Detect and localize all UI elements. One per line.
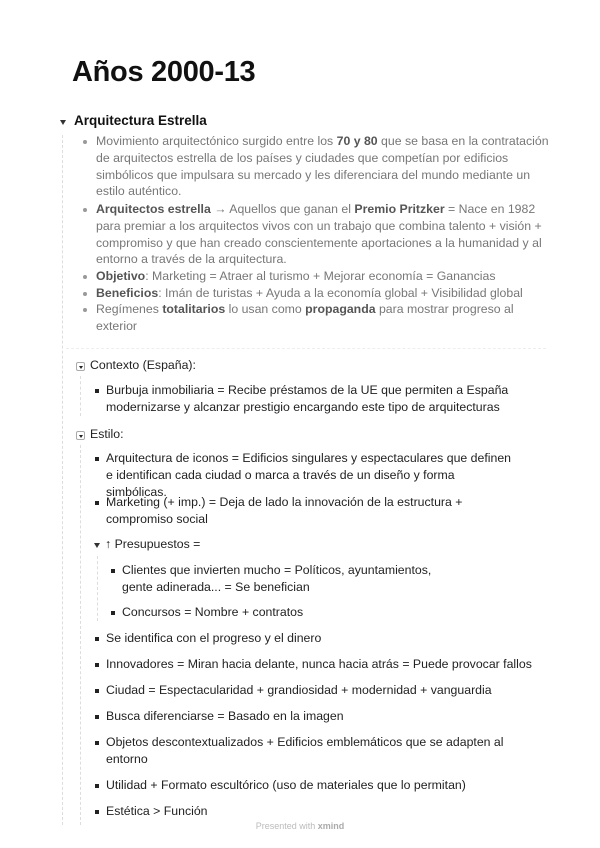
list-item: Objetos descontextualizados + Edificios emblemáticos que se adapten al entorno — [106, 735, 504, 766]
collapse-triangle-icon[interactable] — [60, 120, 66, 125]
guide-line — [97, 556, 98, 621]
bullet-icon — [111, 569, 115, 573]
estilo-label: Estilo: — [90, 427, 124, 441]
collapse-triangle-icon[interactable] — [94, 543, 100, 548]
text: Movimiento arquitectónico surgido entre los — [96, 134, 337, 148]
footer — [0, 821, 600, 831]
collapse-toggle-icon[interactable] — [76, 362, 85, 371]
text: → Aquellos que ganan el — [210, 202, 355, 216]
bullet-icon — [83, 140, 87, 144]
bullet-icon — [95, 689, 99, 693]
text: : Imán de turistas + Ayuda a la economía global + Visibilidad global — [158, 286, 523, 300]
text: = Nace en 1982 para premiar a los arquitectos vivos con un trabajo que combina talento + visión + compromiso y que han creado conscientemente aportaciones a la humanidad y al entorno a través de la arquitectura. — [96, 202, 542, 267]
bullet-icon — [95, 663, 99, 667]
list-item: Concursos = Nombre + contratos — [122, 605, 304, 619]
bullet-icon — [95, 389, 99, 393]
list-item: Burbuja inmobiliaria = Recibe préstamos de la UE que permiten a España modernizarse y alcanzar prestigio encargando este tipo de arquitecturas — [106, 383, 509, 414]
list-item: Ciudad = Espectacularidad + grandiosidad + modernidad + vanguardia — [106, 683, 492, 697]
presupuestos-label: ↑ Presupuestos = — [105, 537, 201, 551]
bold-text: totalitarios — [162, 302, 226, 316]
section-bullet — [96, 268, 551, 285]
bold-text: propaganda — [305, 302, 376, 316]
footer-brand: xmind — [317, 821, 345, 831]
bullet-icon — [83, 208, 87, 212]
list-item: Busca diferenciarse = Basado en la imagen — [106, 709, 344, 723]
list-item: Clientes que invierten mucho = Políticos, ayuntamientos, gente adinerada... = Se benefician — [122, 563, 432, 594]
bullet-icon — [83, 275, 87, 279]
page-title: Años 2000-13 — [72, 56, 256, 88]
list-item: Arquitectura de iconos = Edificios singulares y espectaculares que definen e identifican cada ciudad o marca a través de un diseño y forma simbólicas. — [106, 451, 512, 499]
bold-text: Premio Pritzker — [354, 202, 445, 216]
section-heading: Arquitectura Estrella — [74, 113, 207, 128]
list-item: Innovadores = Miran hacia delante, nunca hacia atrás = Puede provocar fallos — [106, 657, 532, 671]
bullet-icon — [95, 784, 99, 788]
list-item: Se identifica con el progreso y el dinero — [106, 631, 322, 645]
bullet-icon — [95, 501, 99, 505]
collapse-toggle-icon[interactable] — [76, 431, 85, 440]
bold-text: Objetivo — [96, 269, 146, 283]
text: que se basa en la contratación de arquitectos estrella de los países y ciudades que competían por edificios simbólicos que impulsara su mercado y les diferenciara del mundo mediante un estilo auténtico. — [96, 134, 549, 199]
section-bullet — [96, 285, 551, 302]
bullet-icon — [95, 741, 99, 745]
section-bullet — [96, 201, 551, 268]
text: : Marketing = Atraer al turismo + Mejorar economía = Ganancias — [145, 269, 496, 283]
bullet-icon — [83, 308, 87, 312]
guide-line — [80, 445, 81, 825]
text: Regímenes — [96, 302, 163, 316]
list-item: Marketing (+ imp.) = Deja de lado la innovación de la estructura + compromiso social — [106, 495, 463, 526]
divider — [66, 348, 546, 349]
bullet-icon — [95, 810, 99, 814]
list-item: Estética > Función — [106, 804, 208, 818]
bold-text: Beneficios — [96, 286, 159, 300]
bullet-icon — [95, 715, 99, 719]
text: lo usan como — [225, 302, 306, 316]
list-item: Utilidad + Formato escultórico (uso de materiales que lo permitan) — [106, 778, 466, 792]
bullet-icon — [111, 611, 115, 615]
section-bullet — [96, 133, 551, 200]
guide-line — [80, 376, 81, 416]
bullet-icon — [95, 637, 99, 641]
section-bullet — [96, 301, 551, 335]
bullet-icon — [83, 292, 87, 296]
contexto-label: Contexto (España): — [90, 358, 196, 372]
bullet-icon — [95, 457, 99, 461]
footer-prefix: Presented with — [255, 821, 318, 831]
bold-text: 70 y 80 — [336, 134, 378, 148]
bold-text: Arquitectos estrella — [96, 202, 211, 216]
guide-line — [62, 135, 63, 825]
text: para mostrar progreso al exterior — [96, 302, 514, 333]
